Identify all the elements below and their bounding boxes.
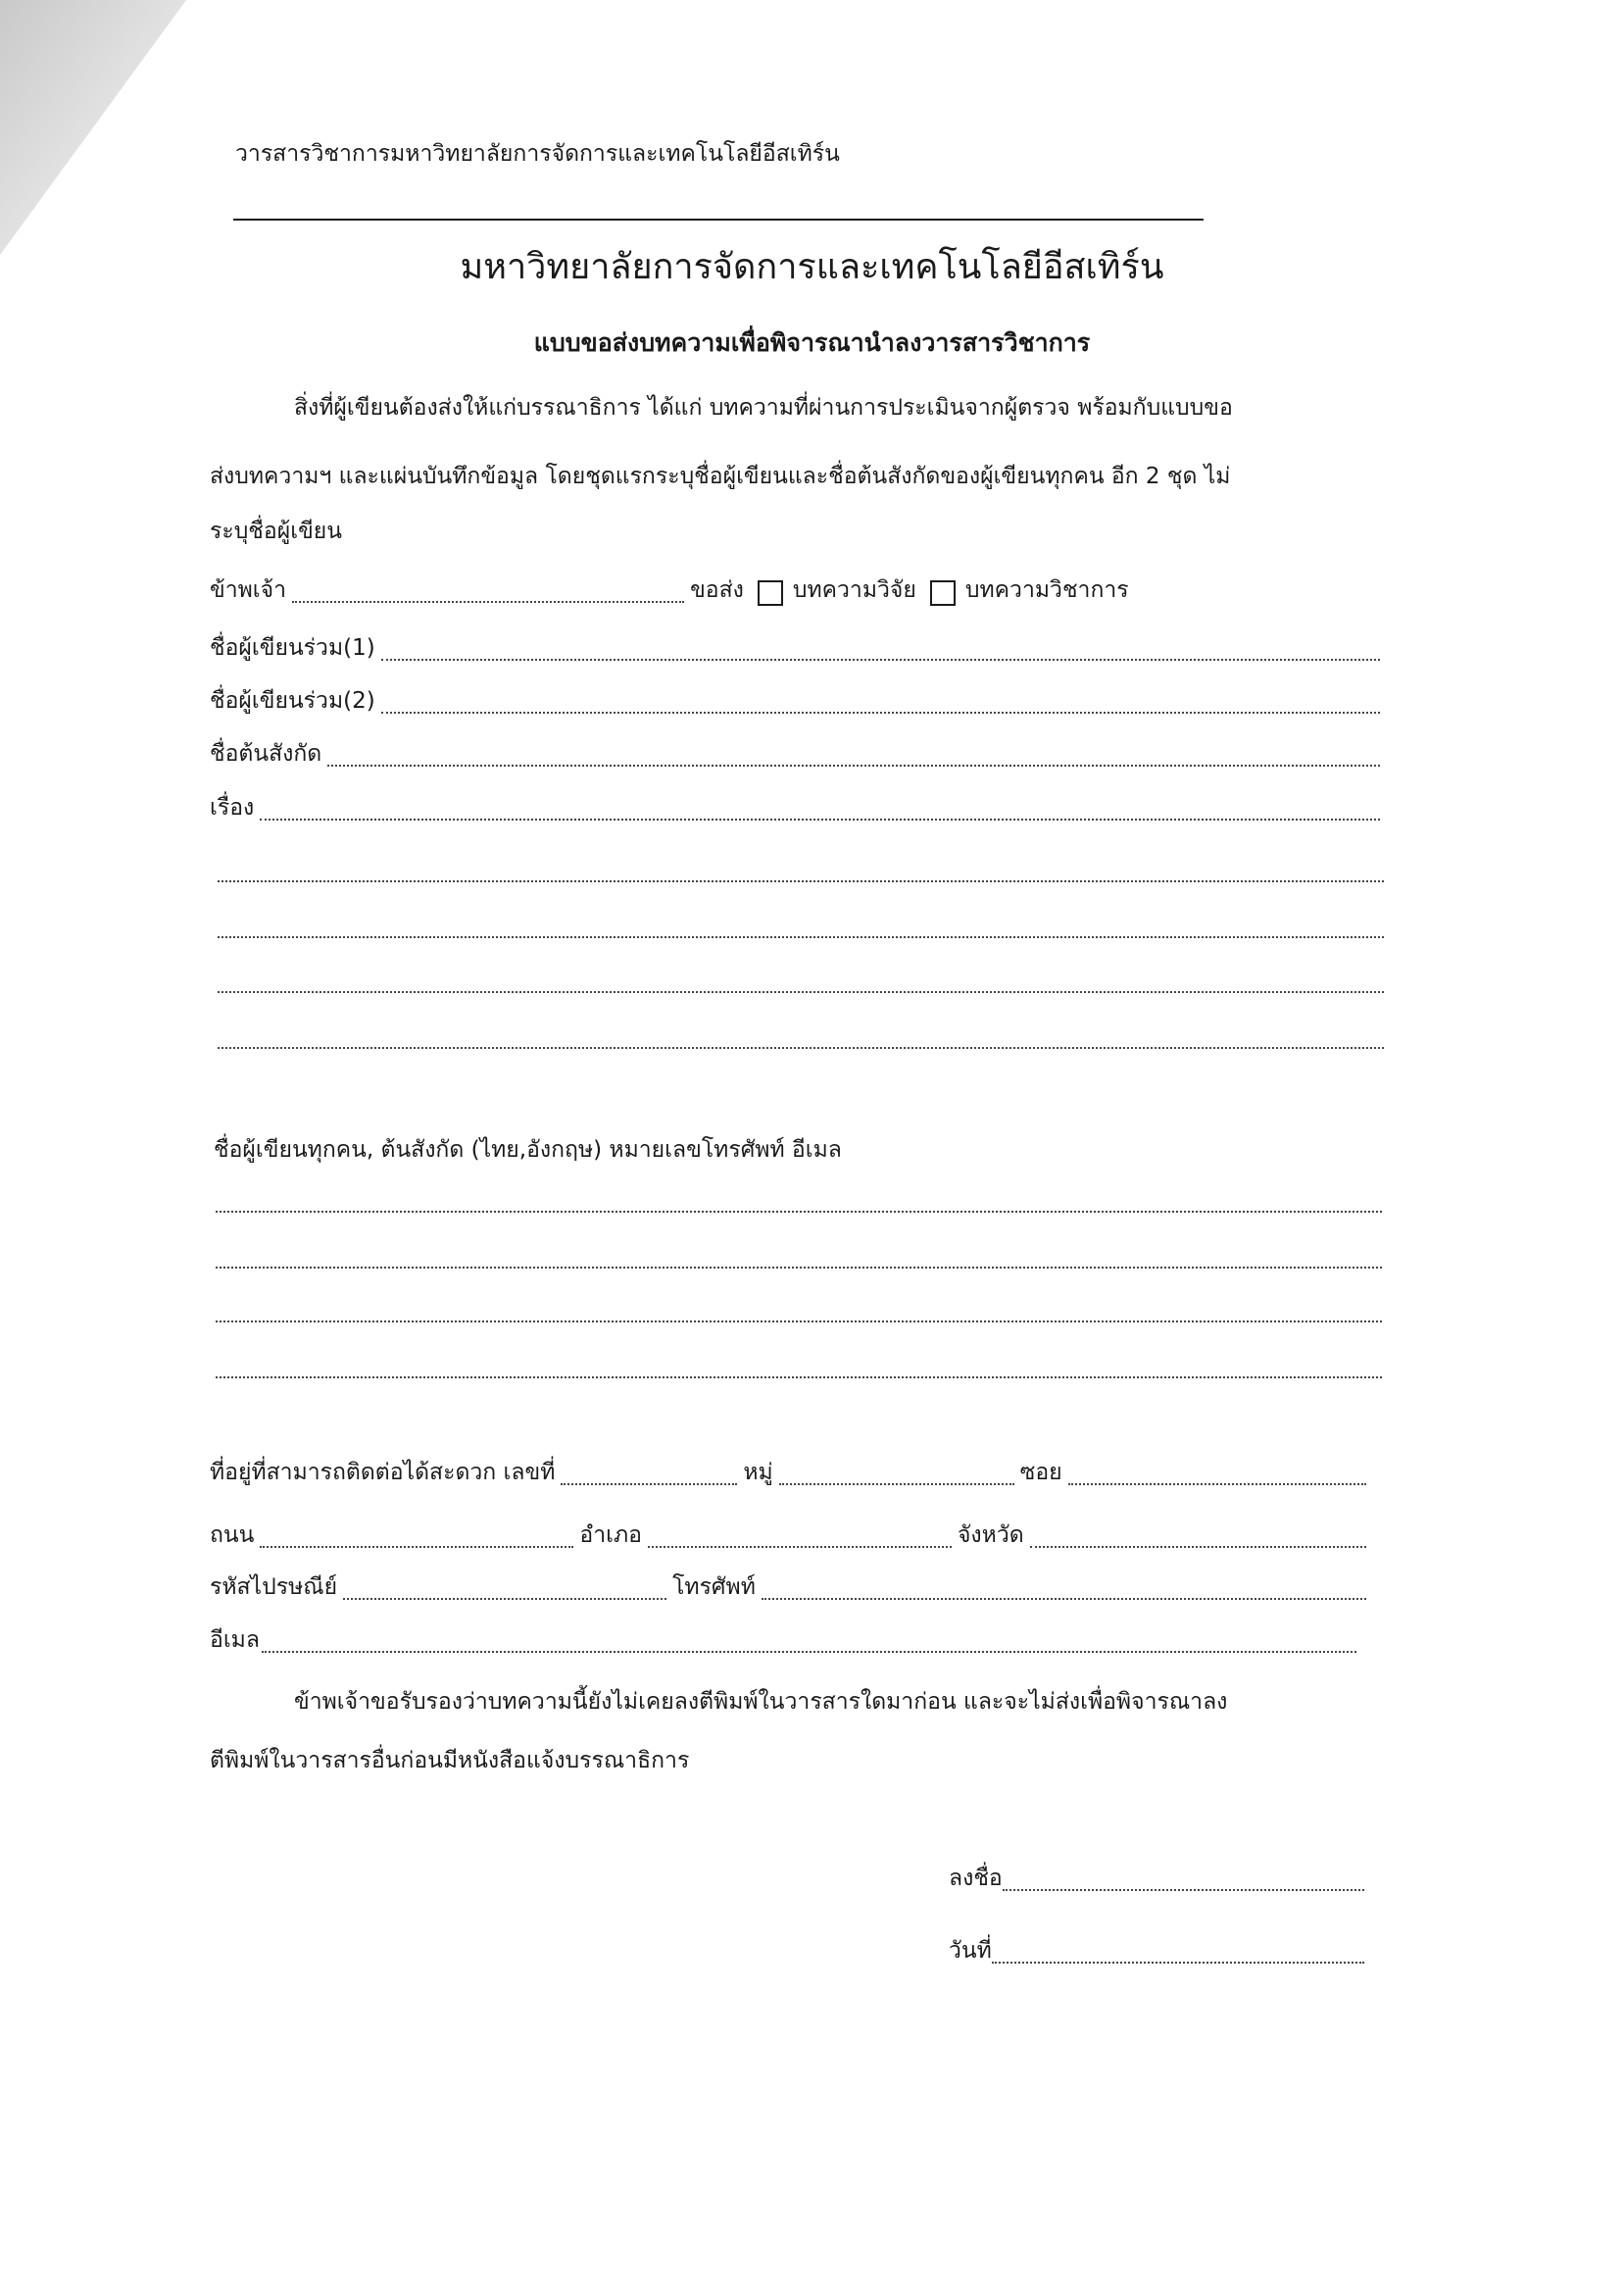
coauthor1-label: ชื่อผู้เขียนร่วม(1) bbox=[210, 635, 375, 661]
authors-info-line[interactable] bbox=[216, 1211, 1382, 1213]
instructions-line-3: ระบุชื่อผู้เขียน bbox=[210, 519, 342, 544]
date-label: วันที่ bbox=[949, 1938, 992, 1964]
district-field[interactable] bbox=[648, 1546, 952, 1548]
address-row-3 bbox=[210, 1571, 1372, 1605]
address-label: ที่อยู่ที่สามารถติดต่อได้สะดวก เลขที่ bbox=[210, 1460, 556, 1485]
certification-line-1: ข้าพเจ้าขอรับรองว่าบทความนี้ยังไม่เคยลงตีพิมพ์ในวารสารใดมาก่อน และจะไม่ส่งเพื่อพิจารณาลง bbox=[294, 1689, 1228, 1715]
page-corner-fold bbox=[0, 0, 186, 255]
signature-label: ลงชื่อ bbox=[949, 1866, 1003, 1891]
soi-label: ซอย bbox=[1019, 1460, 1062, 1485]
applicant-row bbox=[210, 574, 1239, 608]
authors-info-line[interactable] bbox=[216, 1376, 1382, 1378]
province-field[interactable] bbox=[1030, 1546, 1366, 1548]
affiliation-field[interactable] bbox=[327, 765, 1380, 767]
subject-field[interactable] bbox=[260, 819, 1380, 821]
subject-continuation-line[interactable] bbox=[218, 991, 1384, 993]
phone-field[interactable] bbox=[762, 1598, 1366, 1600]
postcode-label: รหัสไปรษณีย์ bbox=[210, 1574, 338, 1600]
authors-info-line[interactable] bbox=[216, 1320, 1382, 1322]
subject-label: เรื่อง bbox=[210, 795, 255, 821]
applicant-label: ข้าพเจ้า bbox=[210, 577, 287, 603]
affiliation-row bbox=[210, 738, 1386, 772]
signature-row bbox=[949, 1863, 1370, 1896]
moo-field[interactable] bbox=[779, 1483, 1014, 1485]
date-field[interactable] bbox=[992, 1962, 1364, 1964]
academic-article-label: บทความวิชาการ bbox=[964, 577, 1129, 603]
province-label: จังหวัด bbox=[957, 1522, 1024, 1548]
coauthor1-field[interactable] bbox=[381, 659, 1380, 661]
district-label: อำเภอ bbox=[579, 1522, 642, 1548]
research-article-label: บทความวิจัย bbox=[792, 577, 916, 603]
signature-field[interactable] bbox=[1003, 1889, 1364, 1891]
coauthor1-row bbox=[210, 632, 1386, 666]
coauthor2-label: ชื่อผู้เขียนร่วม(2) bbox=[210, 688, 375, 714]
subject-continuation-line[interactable] bbox=[218, 1047, 1384, 1049]
coauthor2-row bbox=[210, 685, 1386, 719]
header-rule bbox=[233, 219, 1204, 221]
postcode-field[interactable] bbox=[343, 1598, 666, 1600]
date-row bbox=[949, 1935, 1370, 1968]
form-title: แบบขอส่งบทความเพื่อพิจารณานำลงวารสารวิชาการ bbox=[533, 328, 1091, 357]
authors-section-label: ชื่อผู้เขียนทุกคน, ต้นสังกัด (ไทย,อังกฤษ) หมายเลขโทรศัพท์ อีเมล bbox=[214, 1137, 842, 1163]
address-row-4 bbox=[210, 1624, 1362, 1658]
email-label: อีเมล bbox=[210, 1627, 260, 1653]
address-row-2 bbox=[210, 1520, 1372, 1553]
road-label: ถนน bbox=[210, 1522, 255, 1548]
academic-article-checkbox[interactable] bbox=[930, 580, 956, 606]
university-title: มหาวิทยาลัยการจัดการและเทคโนโลยีอีสเทิร์น bbox=[460, 247, 1164, 287]
address-row-1 bbox=[210, 1457, 1372, 1490]
instructions-line-1: สิ่งที่ผู้เขียนต้องส่งให้แก่บรรณาธิการ ได้แก่ บทความที่ผ่านการประเมินจากผู้ตรวจ พร้อมกับแบบขอ bbox=[294, 395, 1233, 421]
coauthor2-field[interactable] bbox=[381, 712, 1380, 714]
subject-continuation-line[interactable] bbox=[218, 880, 1384, 882]
soi-field[interactable] bbox=[1068, 1483, 1366, 1485]
road-field[interactable] bbox=[260, 1546, 573, 1548]
subject-continuation-line[interactable] bbox=[218, 936, 1384, 938]
affiliation-label: ชื่อต้นสังกัด bbox=[210, 741, 322, 767]
authors-info-line[interactable] bbox=[216, 1267, 1382, 1269]
email-field[interactable] bbox=[262, 1651, 1356, 1653]
subject-row bbox=[210, 792, 1386, 825]
moo-label: หมู่ bbox=[743, 1460, 773, 1485]
phone-label: โทรศัพท์ bbox=[672, 1574, 756, 1600]
applicant-name-field[interactable] bbox=[292, 601, 684, 603]
request-label: ขอส่ง bbox=[690, 577, 744, 603]
instructions-line-2: ส่งบทความฯ และแผ่นบันทึกข้อมูล โดยชุดแรกระบุชื่อผู้เขียนและชื่อต้นสังกัดของผู้เขียนทุกคน อีก 2 ชุด ไม่ bbox=[210, 464, 1231, 489]
research-article-checkbox[interactable] bbox=[758, 580, 783, 606]
journal-header: วารสารวิชาการมหาวิทยาลัยการจัดการและเทคโนโลยีอีสเทิร์น bbox=[235, 141, 840, 167]
certification-line-2: ตีพิมพ์ในวารสารอื่นก่อนมีหนังสือแจ้งบรรณาธิการ bbox=[210, 1748, 690, 1773]
house-number-field[interactable] bbox=[561, 1483, 737, 1485]
